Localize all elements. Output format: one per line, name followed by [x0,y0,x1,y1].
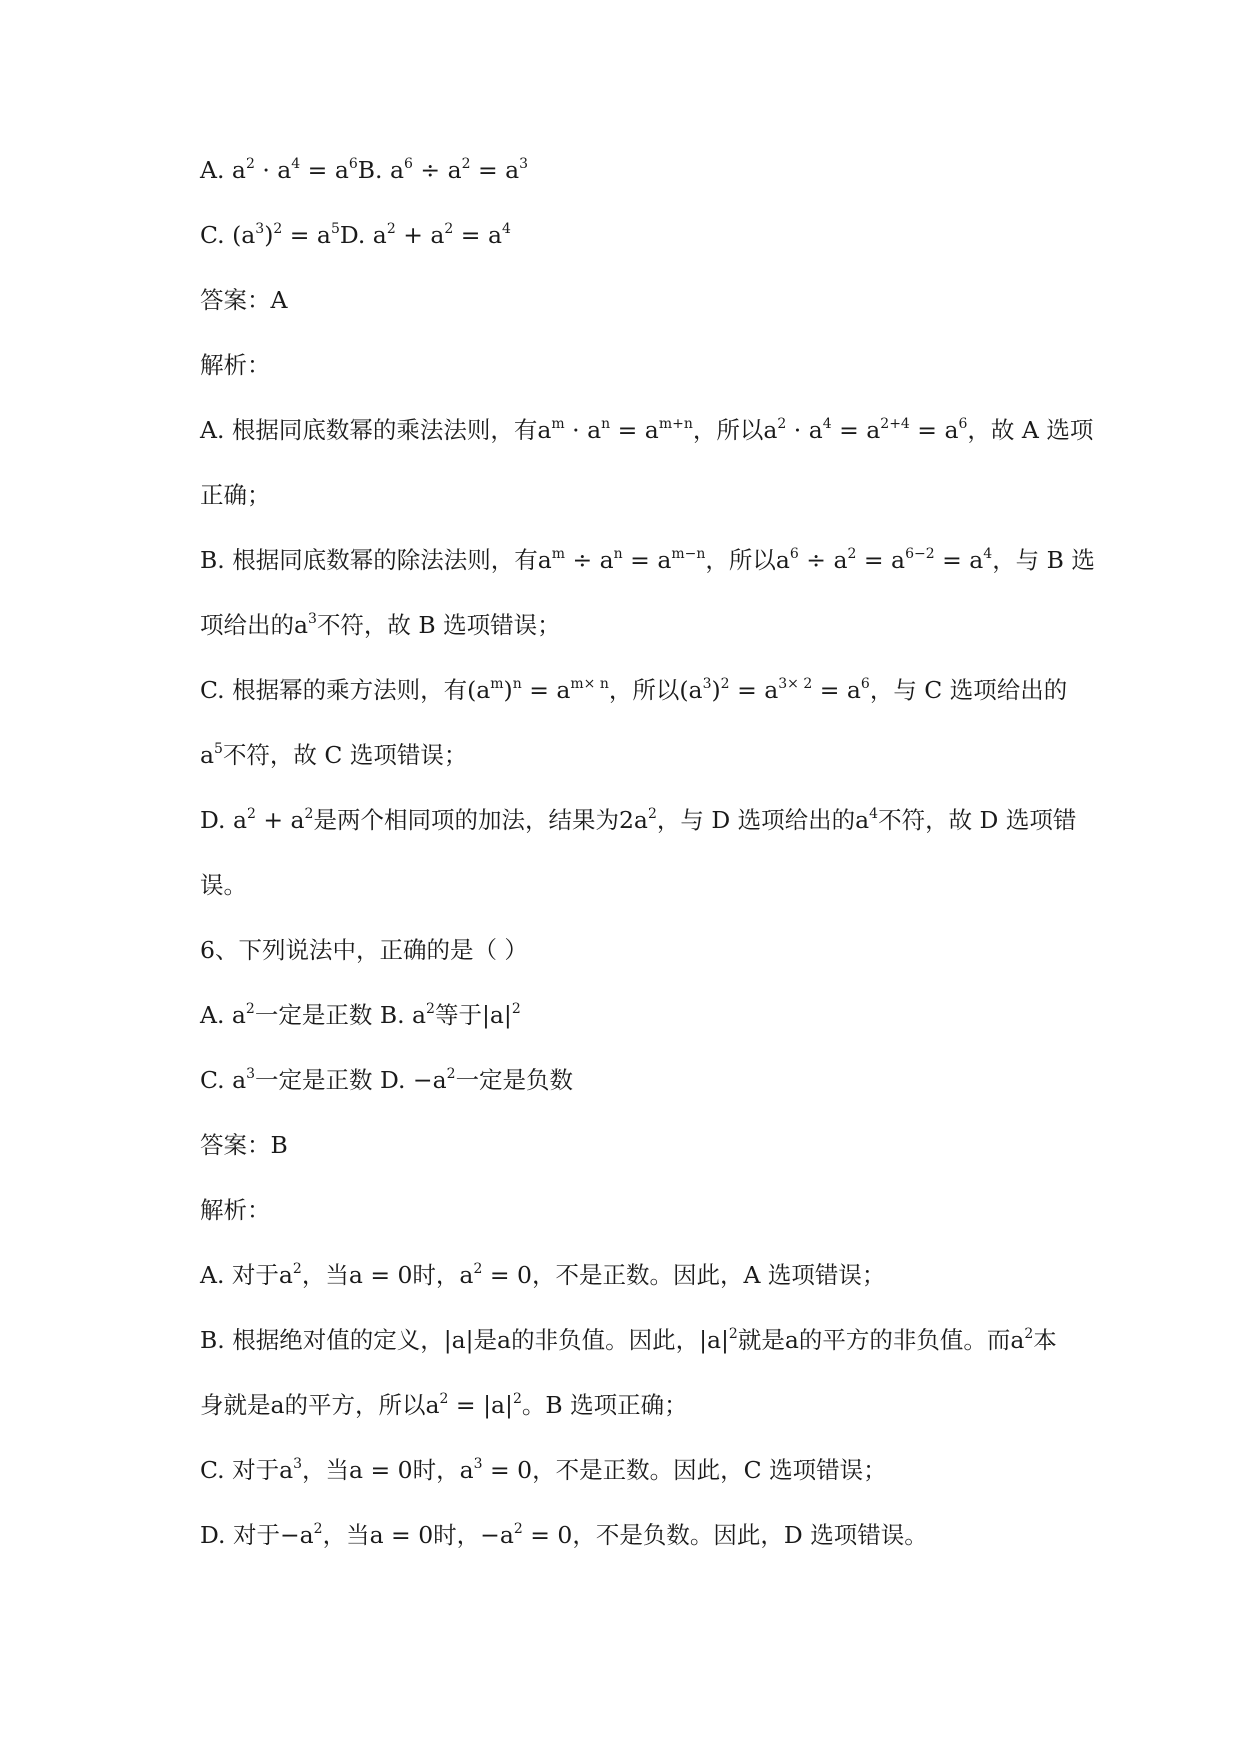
q5-analysis-a-line2: 正确； [200,481,271,509]
q6-options-cd: C. $a^3$一定是正数 D. $-a^2$一定是负数 [200,1066,574,1094]
q5-analysis-label: 解析： [200,351,271,379]
q5-analysis-b-line2: 项给出的$a^3$不符，故 B 选项错误； [200,611,561,639]
q5-analysis-a-line1: A. 根据同底数幂的乘法法则，有$a^m \cdot a^n = a^{m+n}$，所以$a^2 \cdot a^4 = a^{2+4} = a^6$，故 A 选项 [200,416,1094,444]
q5-analysis-c-line2: $a^5$不符，故 C 选项错误； [200,741,468,769]
q5-analysis-d-line1: D. $a^2 + a^2$是两个相同项的加法，结果为$2a^2$，与 D 选项给出的$a^4$不符，故 D 选项错 [200,806,1077,834]
q5-analysis-d-line2: 误。 [200,871,247,899]
q6-analysis-b-line1: B. 根据绝对值的定义，|a|是a的非负值。因此，$|a|^2$就是a的平方的非负值。而$a^2$本 [200,1326,1057,1354]
q6-analysis-a-line: A. 对于$a^2$，当a = 0时，$a^2 = 0$，不是正数。因此，A 选项错误； [200,1261,886,1289]
q6-answer: 答案：B [200,1131,288,1159]
q6-analysis-b-line2: 身就是a的平方，所以$a^2 = |a|^2$。B 选项正确； [200,1391,688,1419]
q5-answer: 答案：A [200,286,288,314]
q5-options-ab: A. $a^2 \cdot a^4 = a^6B$. $a^6 \div a^2 = a^3$ [200,156,529,184]
q6-question: 6、下列说法中，正确的是（ ） [200,936,528,964]
q6-analysis-c-line: C. 对于$a^3$，当a = 0时，$a^3 = 0$，不是正数。因此，C 选项错误； [200,1456,887,1484]
q6-analysis-label: 解析： [200,1196,271,1224]
q5-analysis-b-line1: B. 根据同底数幂的除法法则，有$a^m \div a^n = a^{m-n}$，所以$a^6 \div a^2 = a^{6-2} = a^4$，与 B 选 [200,546,1095,574]
q5-analysis-c-line1: C. 根据幂的乘方法则，有$(a^m)^n = a^{m\times n}$，所以$(a^3)^2 = a^{3\times 2} = a^6$，与 C 选项给出的 [200,676,1068,704]
q6-analysis-d-line: D. 对于$-a^2$，当a = 0时，$-a^2 = 0$，不是负数。因此，D 选项错误。 [200,1521,928,1549]
q5-options-cd: C. $(a^3)^2 = a^5D$. $a^2 + a^2 = a^4$ [200,221,511,249]
q6-options-ab: A. $a^2$一定是正数 B. $a^2$等于$|a|^2$ [200,1001,521,1029]
